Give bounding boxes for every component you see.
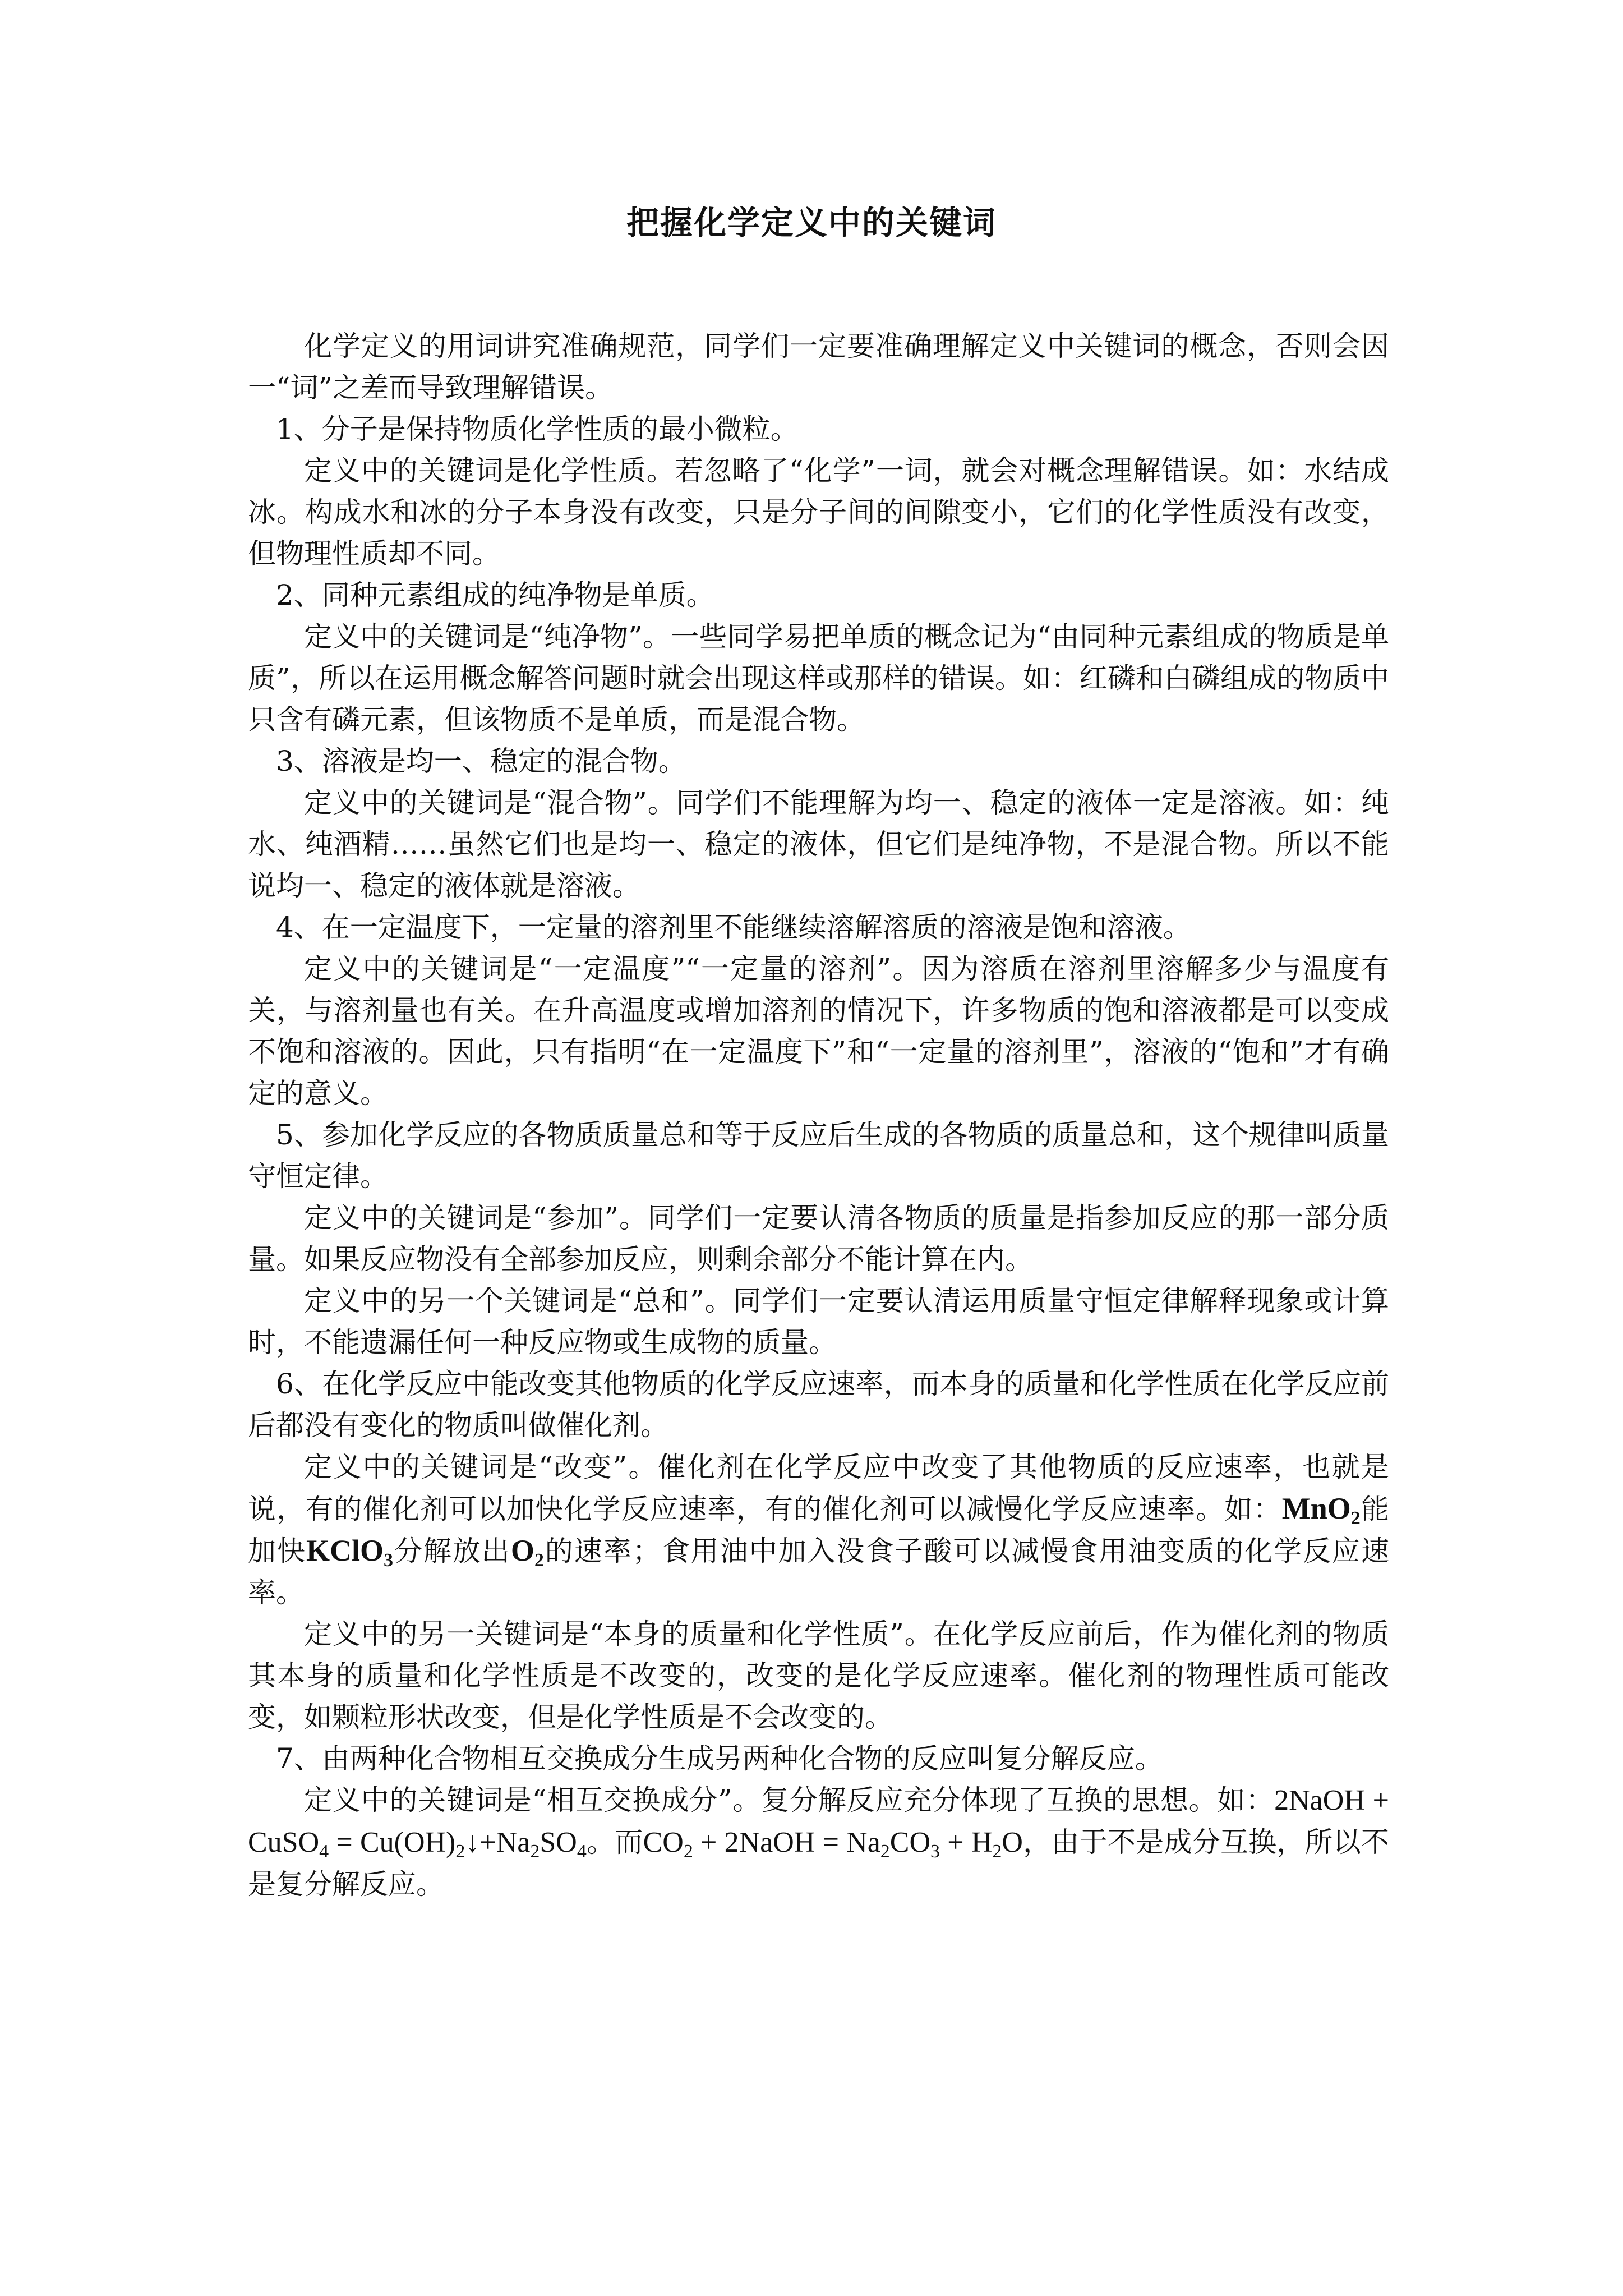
document-body — [248, 325, 1389, 1905]
explanation-6a-text-4: 的速率；食用油中加入没食子酸可以减慢食用油变质的化学反应速率。 — [248, 1535, 1390, 1609]
formula-mno2: MnO$_2$ — [1281, 1492, 1361, 1529]
explanation-5b: 定义中的另一个关键词是“总和”。同学们一定要认清运用质量守恒定律解释现象或计算时，不能遗漏任何一种反应物或生成物的质量。 — [248, 1285, 1389, 1359]
document-title: 把握化学定义中的关键词 — [626, 204, 997, 242]
explanation-4: 定义中的关键词是“一定温度”“一定量的溶剂”。因为溶质在溶剂里溶解多少与温度有关，与溶剂量也有关。在升高温度或增加溶剂的情况下，许多物质的饱和溶液都是可以变成不饱和溶液的。因此，只有指明“在一定温度下”和“一定量的溶剂里”，溶液的“饱和”才有确定的意义。 — [248, 953, 1389, 1110]
explanation-7 — [248, 1779, 1389, 1905]
explanation-7-text-2: 。而 — [586, 1826, 643, 1858]
explanation-2: 定义中的关键词是“纯净物”。一些同学易把单质的概念记为“由同种元素组成的物质是单质”，所以在运用概念解答问题时就会出现这样或那样的错误。如：红磷和白磷组成的物质中只含有磷元素，但该物质不是单质，而是混合物。 — [248, 620, 1389, 736]
explanation-6a-text-2: 能加快 — [248, 1493, 1390, 1567]
formula-kclo3: KClO$_3$ — [306, 1534, 393, 1571]
definition-7: 7、由两种化合物相互交换成分生成另两种化合物的反应叫复分解反应。 — [276, 1742, 1163, 1775]
definition-3: 3、溶液是均一、稳定的混合物。 — [276, 745, 686, 777]
explanation-6a-text-1: 定义中的关键词是“改变”。催化剂在化学反应中改变了其他物质的反应速率，也就是说，有的催化剂可以加快化学反应速率，有的催化剂可以减慢化学反应速率。如： — [248, 1451, 1389, 1525]
explanation-3: 定义中的关键词是“混合物”。同学们不能理解为均一、稳定的液体一定是溶液。如：纯水、纯酒精……虽然它们也是均一、稳定的液体，但它们是纯净物，不是混合物。所以不能说均一、稳定的液体就是溶液。 — [248, 786, 1389, 902]
equation-naoh-cuso4: 2NaOH + CuSO$_4$ = $Cu(OH)_2↓+Na_2SO_4$ — [248, 1784, 1389, 1862]
explanation-7-text-3: ，由于不是成分互换，所以不是复分解反应。 — [248, 1826, 1390, 1901]
explanation-6a-text-3: 分解放出 — [393, 1535, 511, 1567]
explanation-1: 定义中的关键词是化学性质。若忽略了“化学”一词，就会对概念理解错误。如：水结成冰。构成水和冰的分子本身没有改变，只是分子间的间隙变小，它们的化学性质没有改变，但物理性质却不同。 — [248, 454, 1389, 570]
definition-2: 2、同种元素组成的纯净物是单质。 — [276, 579, 714, 611]
explanation-7-text-1: 定义中的关键词是“相互交换成分”。复分解反应充分体现了互换的思想。如： — [304, 1784, 1275, 1816]
definition-6: 6、在化学反应中能改变其他物质的化学反应速率，而本身的质量和化学性质在化学反应前后都没有变化的物质叫做催化剂。 — [248, 1368, 1389, 1442]
definition-4: 4、在一定温度下，一定量的溶剂里不能继续溶解溶质的溶液是饱和溶液。 — [276, 911, 1191, 944]
explanation-5a: 定义中的关键词是“参加”。同学们一定要认清各物质的质量是指参加反应的那一部分质量。如果反应物没有全部参加反应，则剩余部分不能计算在内。 — [248, 1202, 1389, 1276]
explanation-6b: 定义中的另一关键词是“本身的质量和化学性质”。在化学反应前后，作为催化剂的物质其本身的质量和化学性质是不改变的，改变的是化学反应速率。催化剂的物理性质可能改变，如颗粒形状改变，但是化学性质是不会改变的。 — [248, 1618, 1389, 1733]
formula-o2: $O_2$ — [510, 1534, 544, 1571]
intro-paragraph: 化学定义的用词讲究准确规范，同学们一定要准确理解定义中关键词的概念，否则会因一“词”之差而导致理解错误。 — [248, 330, 1389, 404]
definition-5: 5、参加化学反应的各物质质量总和等于反应后生成的各物质的质量总和，这个规律叫质量守恒定律。 — [248, 1119, 1389, 1193]
explanation-6a — [248, 1446, 1389, 1613]
equation-co2-naoh: $CO_2$ + 2NaOH = $Na_2CO_3 + H_2O$ — [643, 1826, 1023, 1862]
definition-1: 1、分子是保持物质化学性质的最小微粒。 — [276, 413, 799, 445]
